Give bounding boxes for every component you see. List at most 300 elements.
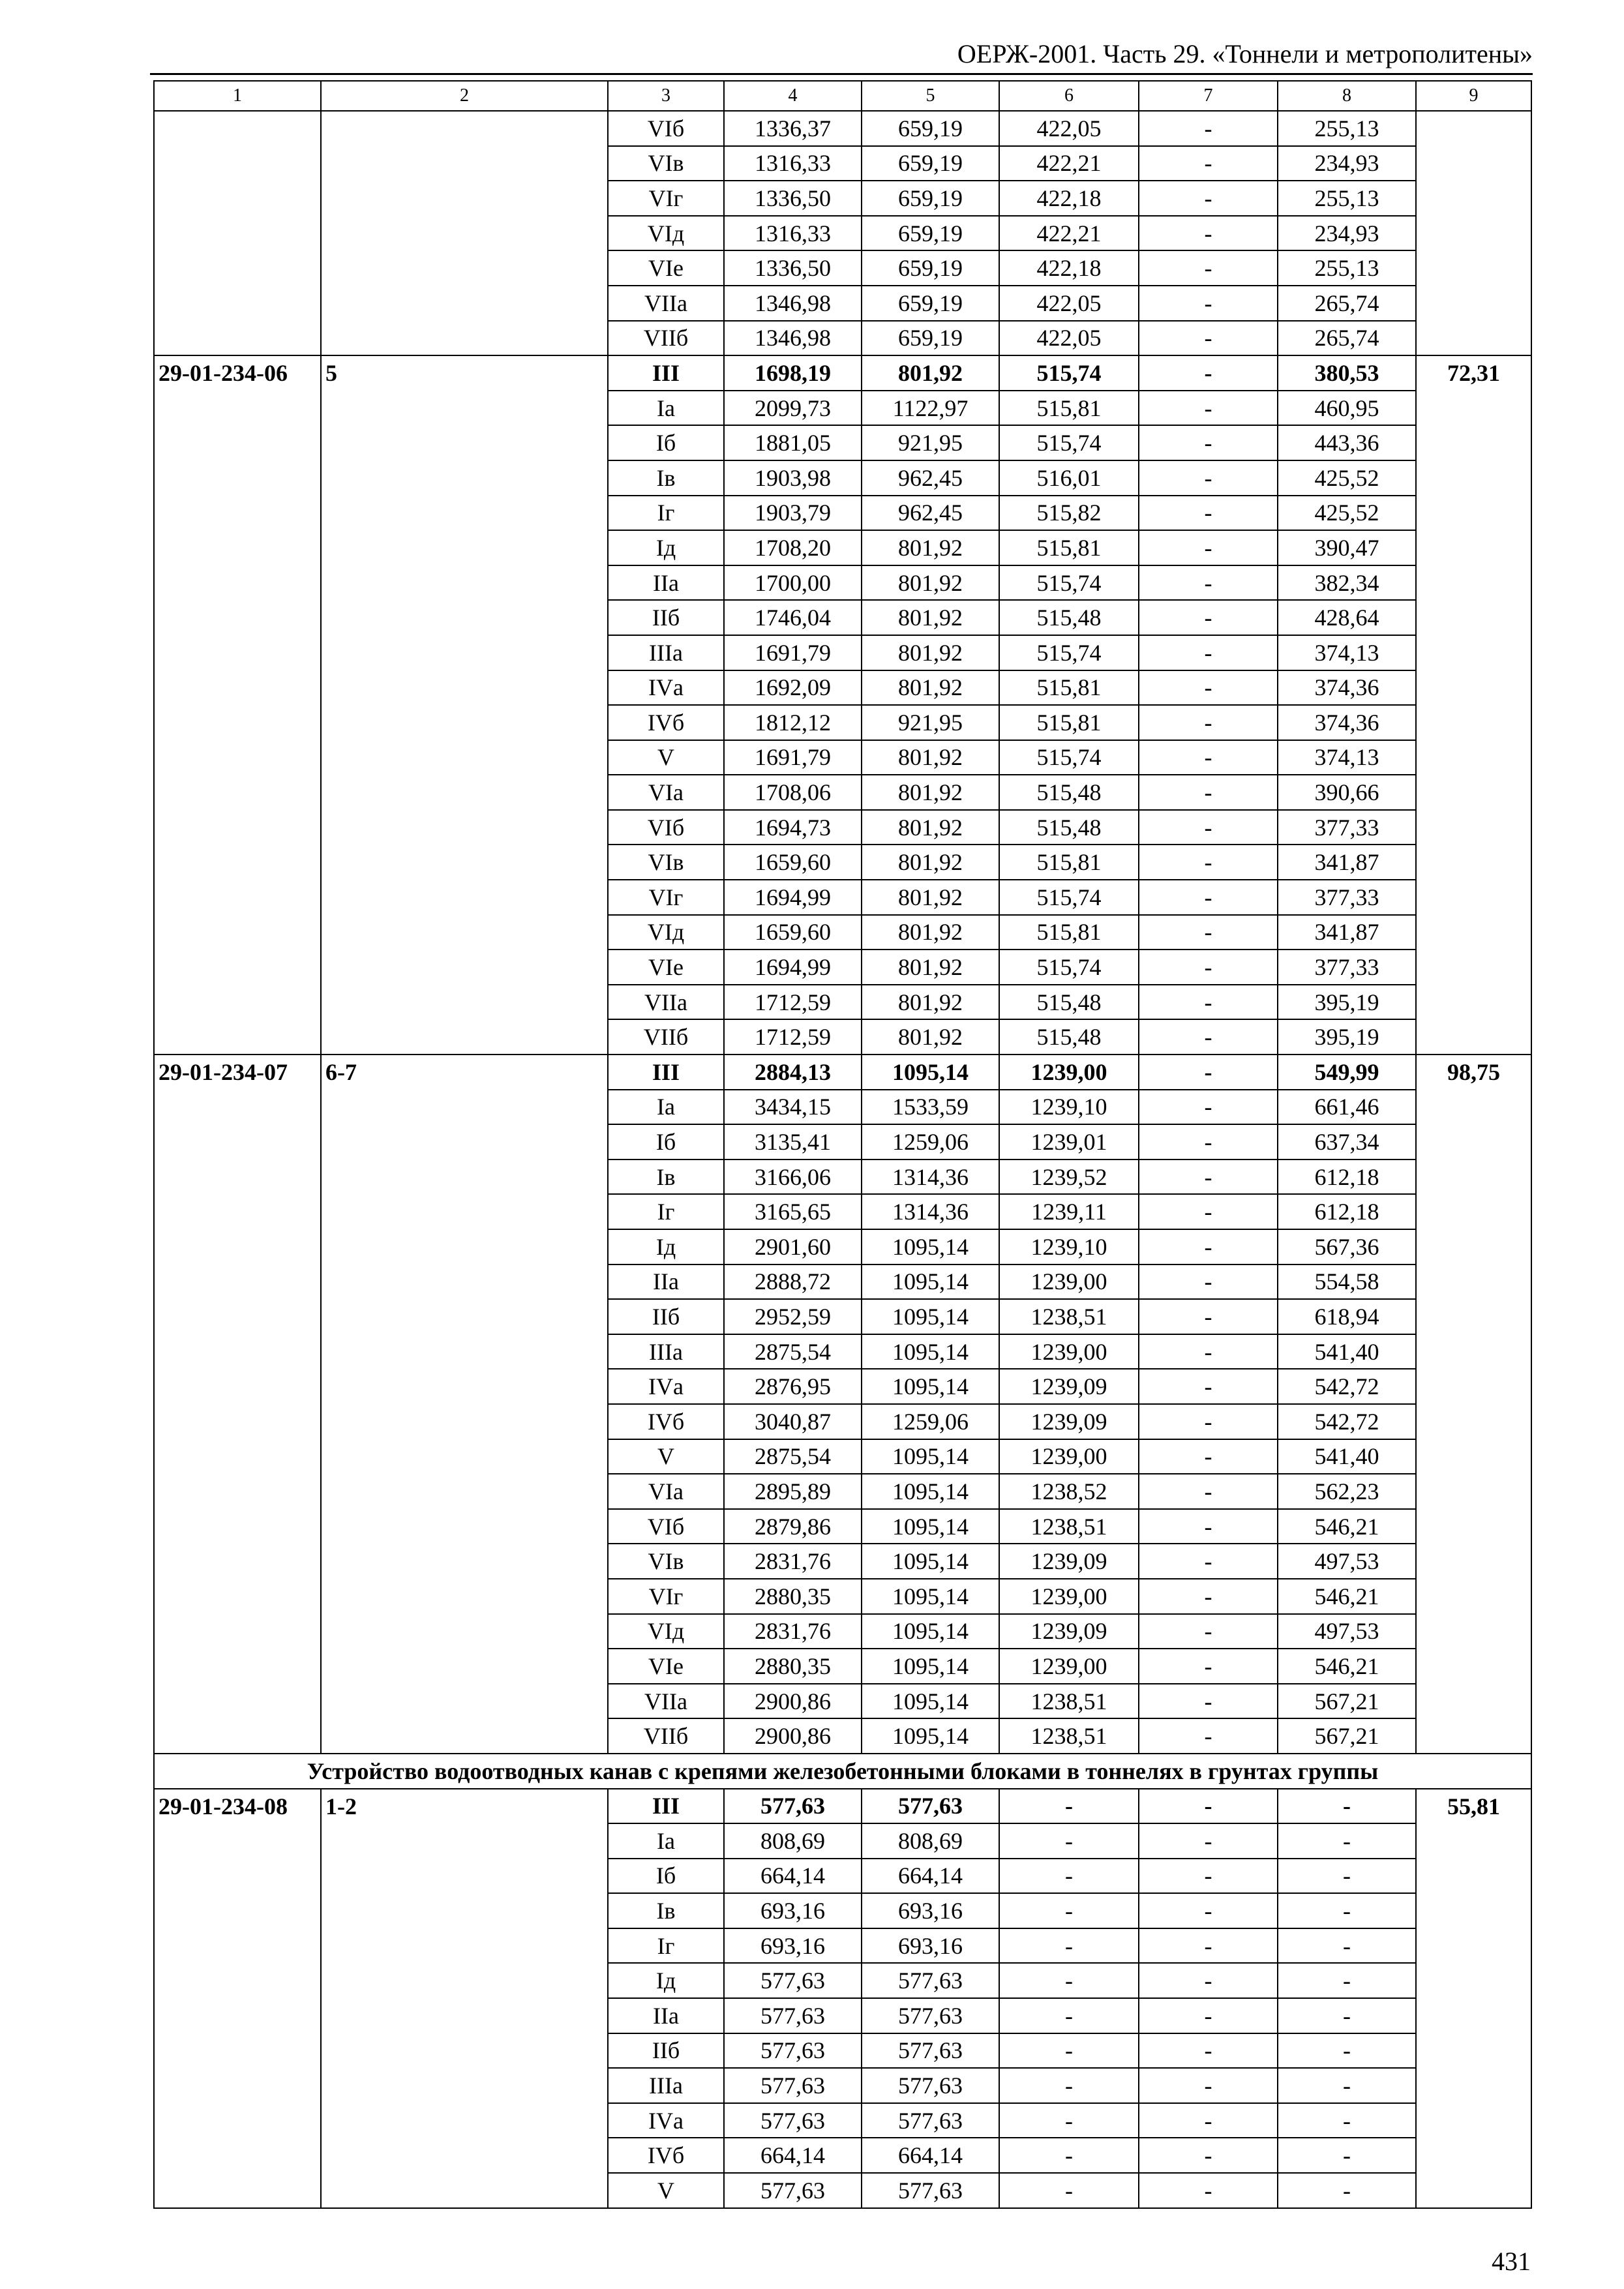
value-cell: 395,19 [1278, 985, 1416, 1020]
value-cell: 567,36 [1278, 1229, 1416, 1264]
value-cell: 808,69 [724, 1823, 862, 1859]
group-cell: VIб [608, 1509, 724, 1544]
value-cell: 577,63 [724, 1998, 862, 2033]
value-cell: 1708,20 [724, 530, 862, 565]
value-cell: 1095,14 [862, 1544, 999, 1579]
value-cell: - [1139, 1124, 1278, 1159]
value-cell: 2875,54 [724, 1439, 862, 1474]
value-cell: - [1139, 1684, 1278, 1719]
value-cell: 693,16 [862, 1928, 999, 1964]
value-cell: 693,16 [862, 1893, 999, 1928]
group-cell: III [608, 1055, 724, 1090]
group-cell: III [608, 355, 724, 391]
value-cell: 234,93 [1278, 146, 1416, 181]
value-cell: 1239,09 [999, 1614, 1139, 1649]
value-cell: - [1278, 2138, 1416, 2173]
value-cell: 1095,14 [862, 1649, 999, 1684]
value-cell: 1694,99 [724, 880, 862, 915]
value-cell: 515,81 [999, 915, 1139, 950]
value-cell: 422,21 [999, 146, 1139, 181]
value-cell: 1095,14 [862, 1055, 999, 1090]
group-cell: IIIа [608, 1334, 724, 1369]
header-rule [150, 73, 1533, 75]
value-cell: 1314,36 [862, 1194, 999, 1229]
group-cell: VIг [608, 181, 724, 216]
value-cell: 2952,59 [724, 1299, 862, 1334]
group-cell: IVа [608, 670, 724, 706]
value-cell: 1095,14 [862, 1509, 999, 1544]
group-cell: IVб [608, 1404, 724, 1439]
value-cell: - [1139, 1055, 1278, 1090]
soil-group [321, 111, 608, 355]
group-cell: VIд [608, 915, 724, 950]
column-number-row [154, 81, 1531, 111]
column-number-cell: 1 [154, 81, 321, 111]
value-cell: - [1139, 1404, 1278, 1439]
group-cell: VIIб [608, 1718, 724, 1754]
table-row [154, 1055, 1531, 1090]
value-cell: 801,92 [862, 565, 999, 601]
value-cell: 2895,89 [724, 1474, 862, 1509]
group-cell: VIе [608, 950, 724, 985]
value-cell: - [1139, 1963, 1278, 1998]
value-cell: - [1139, 1194, 1278, 1229]
value-cell: 374,36 [1278, 670, 1416, 706]
group-cell: Iв [608, 1893, 724, 1928]
value-cell: - [1139, 425, 1278, 460]
value-cell: - [1139, 216, 1278, 251]
value-cell: 2831,76 [724, 1544, 862, 1579]
value-cell: - [1139, 600, 1278, 635]
value-cell: - [1139, 880, 1278, 915]
value-cell: - [1139, 1998, 1278, 2033]
value-cell: 377,33 [1278, 950, 1416, 985]
value-cell: 1239,00 [999, 1264, 1139, 1300]
value-cell: 577,63 [862, 2103, 999, 2138]
value-cell: 801,92 [862, 670, 999, 706]
value-cell: 577,63 [724, 2103, 862, 2138]
value-cell: - [1278, 1859, 1416, 1894]
value-cell: - [1139, 845, 1278, 880]
value-cell: 659,19 [862, 321, 999, 356]
value-cell: 612,18 [1278, 1194, 1416, 1229]
value-cell: - [1139, 1649, 1278, 1684]
value-cell: - [1139, 635, 1278, 670]
group-cell: VIа [608, 775, 724, 810]
value-cell: 265,74 [1278, 321, 1416, 356]
value-cell: 1259,06 [862, 1404, 999, 1439]
column-number-cell: 2 [321, 81, 608, 111]
value-cell: 618,94 [1278, 1299, 1416, 1334]
value-cell: 422,21 [999, 216, 1139, 251]
value-cell: 546,21 [1278, 1579, 1416, 1614]
group-cell: Iб [608, 425, 724, 460]
value-cell: - [1139, 111, 1278, 146]
column-number-cell: 5 [862, 81, 999, 111]
value-cell: 374,13 [1278, 635, 1416, 670]
value-cell: 801,92 [862, 355, 999, 391]
value-cell: 549,99 [1278, 1055, 1416, 1090]
group-cell: Iд [608, 1963, 724, 1998]
group-cell: V [608, 740, 724, 775]
value-cell: 425,52 [1278, 496, 1416, 531]
page-number: 431 [1492, 2247, 1531, 2276]
value-cell: - [1139, 1299, 1278, 1334]
value-cell: 382,34 [1278, 565, 1416, 601]
column-number-cell: 3 [608, 81, 724, 111]
value-cell: 497,53 [1278, 1614, 1416, 1649]
group-cell: IVб [608, 2138, 724, 2173]
value-cell: 2900,86 [724, 1684, 862, 1719]
value-cell: 1316,33 [724, 216, 862, 251]
value-cell: 255,13 [1278, 250, 1416, 286]
value-cell: 1259,06 [862, 1124, 999, 1159]
value-cell: 515,74 [999, 635, 1139, 670]
value-cell: 1095,14 [862, 1718, 999, 1754]
group-cell: Iа [608, 1090, 724, 1125]
group-cell: IIб [608, 600, 724, 635]
value-cell: 808,69 [862, 1823, 999, 1859]
value-cell: 3434,15 [724, 1090, 862, 1125]
section-row [154, 1754, 1531, 1789]
value-cell: 374,36 [1278, 705, 1416, 740]
value-cell: 515,81 [999, 530, 1139, 565]
value-cell: 1903,79 [724, 496, 862, 531]
value-cell: 577,63 [862, 1963, 999, 1998]
value-cell: 515,74 [999, 740, 1139, 775]
value-cell: - [1139, 1789, 1278, 1824]
value-cell: 425,52 [1278, 460, 1416, 496]
value-cell: 1694,73 [724, 810, 862, 845]
value-cell: 1708,06 [724, 775, 862, 810]
value-cell: - [1278, 1963, 1416, 1998]
value-cell: 577,63 [724, 1789, 862, 1824]
value-cell: 1316,33 [724, 146, 862, 181]
value-cell: 2099,73 [724, 391, 862, 426]
value-cell: 515,81 [999, 845, 1139, 880]
value-cell: 255,13 [1278, 181, 1416, 216]
value-cell: - [1139, 775, 1278, 810]
value-cell: 659,19 [862, 216, 999, 251]
value-cell: 577,63 [862, 2173, 999, 2208]
value-cell: - [1139, 705, 1278, 740]
group-cell: Iв [608, 460, 724, 496]
value-cell: 265,74 [1278, 286, 1416, 321]
value-cell: - [1139, 286, 1278, 321]
group-cell: V [608, 2173, 724, 2208]
value-cell: 921,95 [862, 705, 999, 740]
value-cell: 2901,60 [724, 1229, 862, 1264]
value-cell: 341,87 [1278, 915, 1416, 950]
group-cell: VIв [608, 1544, 724, 1579]
group-cell: Iд [608, 1229, 724, 1264]
value-cell: 2880,35 [724, 1579, 862, 1614]
value-cell: 422,18 [999, 181, 1139, 216]
group-cell: VIв [608, 146, 724, 181]
value-cell: 577,63 [724, 1963, 862, 1998]
value-cell: - [999, 1789, 1139, 1824]
value-cell: 515,48 [999, 810, 1139, 845]
value-cell: - [1139, 1369, 1278, 1404]
page-header: ОЕРЖ-2001. Часть 29. «Тоннели и метрополитены» [957, 39, 1533, 68]
value-cell: 1712,59 [724, 985, 862, 1020]
value-cell: 2884,13 [724, 1055, 862, 1090]
group-cell: Iб [608, 1124, 724, 1159]
value-cell: - [999, 1998, 1139, 2033]
value-cell: 1691,79 [724, 740, 862, 775]
group-cell: Iг [608, 496, 724, 531]
value-cell: 577,63 [862, 2033, 999, 2069]
value-cell: 801,92 [862, 915, 999, 950]
value-cell: - [1139, 2033, 1278, 2069]
value-cell: 497,53 [1278, 1544, 1416, 1579]
value-cell: 380,53 [1278, 355, 1416, 391]
value-cell: 1239,09 [999, 1404, 1139, 1439]
group-cell: VIд [608, 1614, 724, 1649]
value-cell: - [999, 1893, 1139, 1928]
value-cell: - [1278, 2033, 1416, 2069]
value-cell: - [1139, 496, 1278, 531]
group-cell: IVа [608, 2103, 724, 2138]
value-cell: 1812,12 [724, 705, 862, 740]
value-cell: 612,18 [1278, 1159, 1416, 1195]
value-cell: - [1139, 670, 1278, 706]
value-cell: - [1278, 1893, 1416, 1928]
group-cell: VIIб [608, 321, 724, 356]
value-cell: - [1139, 146, 1278, 181]
value-cell: - [1139, 565, 1278, 601]
value-cell: - [1139, 1509, 1278, 1544]
value-cell: - [1278, 1789, 1416, 1824]
value-cell: 1336,50 [724, 181, 862, 216]
value-cell: 1239,00 [999, 1334, 1139, 1369]
group-cell: VIб [608, 111, 724, 146]
value-cell: 661,46 [1278, 1090, 1416, 1125]
value-cell: 2880,35 [724, 1649, 862, 1684]
value-cell: 962,45 [862, 496, 999, 531]
value-cell: 1239,10 [999, 1090, 1139, 1125]
value-cell: 422,05 [999, 111, 1139, 146]
group-cell: VIг [608, 1579, 724, 1614]
value-cell: 422,05 [999, 321, 1139, 356]
value-cell: 1095,14 [862, 1264, 999, 1300]
value-cell: - [999, 2103, 1139, 2138]
value-cell: 1095,14 [862, 1614, 999, 1649]
value-cell: - [1139, 915, 1278, 950]
group-cell: VIIа [608, 1684, 724, 1719]
value-cell: 516,01 [999, 460, 1139, 496]
value-cell: 3135,41 [724, 1124, 862, 1159]
value-cell: 1239,52 [999, 1159, 1139, 1195]
value-cell: 515,74 [999, 565, 1139, 601]
rate-code: 29-01-234-08 [154, 1789, 321, 2208]
value-cell: - [1278, 1998, 1416, 2033]
value-cell: - [1139, 391, 1278, 426]
group-cell: IVб [608, 705, 724, 740]
value-cell: - [999, 2033, 1139, 2069]
group-cell: Iд [608, 530, 724, 565]
value-cell: 1746,04 [724, 600, 862, 635]
value-cell: 422,18 [999, 250, 1139, 286]
group-cell: VIв [608, 845, 724, 880]
value-cell: - [1139, 250, 1278, 286]
total-cell: 55,81 [1416, 1789, 1531, 2208]
value-cell: 801,92 [862, 635, 999, 670]
group-cell: V [608, 1439, 724, 1474]
value-cell: 1239,09 [999, 1369, 1139, 1404]
value-cell: 390,66 [1278, 775, 1416, 810]
value-cell: 801,92 [862, 740, 999, 775]
value-cell: - [999, 2138, 1139, 2173]
group-cell: IIа [608, 565, 724, 601]
value-cell: - [999, 1963, 1139, 1998]
column-number-cell: 9 [1416, 81, 1531, 111]
value-cell: - [1139, 950, 1278, 985]
value-cell: 577,63 [862, 1789, 999, 1824]
value-cell: 921,95 [862, 425, 999, 460]
value-cell: 1712,59 [724, 1019, 862, 1055]
value-cell: 1095,14 [862, 1299, 999, 1334]
value-cell: 515,74 [999, 880, 1139, 915]
value-cell: - [1139, 740, 1278, 775]
value-cell: 1238,51 [999, 1684, 1139, 1719]
group-cell: III [608, 1789, 724, 1824]
value-cell: 801,92 [862, 985, 999, 1020]
group-cell: VIе [608, 250, 724, 286]
value-cell: 664,14 [724, 1859, 862, 1894]
value-cell: 1700,00 [724, 565, 862, 601]
soil-group: 1-2 [321, 1789, 608, 2208]
value-cell: - [1139, 1614, 1278, 1649]
value-cell: 515,48 [999, 775, 1139, 810]
value-cell: 341,87 [1278, 845, 1416, 880]
value-cell: 2831,76 [724, 1614, 862, 1649]
column-number-cell: 8 [1278, 81, 1416, 111]
value-cell: 3166,06 [724, 1159, 862, 1195]
value-cell: 1903,98 [724, 460, 862, 496]
value-cell: 1239,00 [999, 1439, 1139, 1474]
value-cell: 801,92 [862, 810, 999, 845]
value-cell: 554,58 [1278, 1264, 1416, 1300]
rate-code: 29-01-234-06 [154, 355, 321, 1055]
column-number-cell: 4 [724, 81, 862, 111]
value-cell: 1881,05 [724, 425, 862, 460]
value-cell: 515,81 [999, 391, 1139, 426]
value-cell: - [1139, 985, 1278, 1020]
value-cell: - [1139, 1264, 1278, 1300]
value-cell: - [1139, 530, 1278, 565]
group-cell: IIIа [608, 635, 724, 670]
value-cell: 1095,14 [862, 1369, 999, 1404]
value-cell: 3165,65 [724, 1194, 862, 1229]
value-cell: 1239,09 [999, 1544, 1139, 1579]
value-cell: 428,64 [1278, 600, 1416, 635]
value-cell: - [999, 1859, 1139, 1894]
value-cell: 515,74 [999, 425, 1139, 460]
value-cell: 577,63 [724, 2033, 862, 2069]
value-cell: - [1139, 321, 1278, 356]
value-cell: - [999, 2173, 1139, 2208]
value-cell: - [1139, 1544, 1278, 1579]
value-cell: 541,40 [1278, 1334, 1416, 1369]
total-cell: 98,75 [1416, 1055, 1531, 1754]
value-cell: 1239,00 [999, 1649, 1139, 1684]
value-cell: 1533,59 [862, 1090, 999, 1125]
value-cell: 577,63 [724, 2173, 862, 2208]
value-cell: 664,14 [724, 2138, 862, 2173]
value-cell: 1095,14 [862, 1684, 999, 1719]
value-cell: - [1278, 2103, 1416, 2138]
group-cell: VIд [608, 216, 724, 251]
value-cell: 1239,01 [999, 1124, 1139, 1159]
value-cell: - [1139, 2173, 1278, 2208]
value-cell: 1239,00 [999, 1579, 1139, 1614]
value-cell: 801,92 [862, 880, 999, 915]
value-cell: 1659,60 [724, 915, 862, 950]
group-cell: VIг [608, 880, 724, 915]
rates-table [153, 80, 1532, 2209]
value-cell: 801,92 [862, 1019, 999, 1055]
group-cell: Iв [608, 1159, 724, 1195]
value-cell: - [1139, 460, 1278, 496]
soil-group: 6-7 [321, 1055, 608, 1754]
value-cell: 515,48 [999, 985, 1139, 1020]
value-cell: 801,92 [862, 600, 999, 635]
rate-code [154, 111, 321, 355]
value-cell: - [1139, 810, 1278, 845]
value-cell: 443,36 [1278, 425, 1416, 460]
group-cell: VIIа [608, 985, 724, 1020]
group-cell: VIIа [608, 286, 724, 321]
total-cell: 72,31 [1416, 355, 1531, 1055]
value-cell: 801,92 [862, 845, 999, 880]
group-cell: Iг [608, 1928, 724, 1964]
value-cell: 2900,86 [724, 1718, 862, 1754]
rate-code: 29-01-234-07 [154, 1055, 321, 1754]
value-cell: 515,82 [999, 496, 1139, 531]
soil-group: 5 [321, 355, 608, 1055]
value-cell: 1314,36 [862, 1159, 999, 1195]
value-cell: 546,21 [1278, 1509, 1416, 1544]
group-cell: Iг [608, 1194, 724, 1229]
value-cell: - [999, 2068, 1139, 2103]
group-cell: Iа [608, 1823, 724, 1859]
value-cell: 801,92 [862, 530, 999, 565]
total-cell [1416, 111, 1531, 355]
value-cell: - [1278, 1928, 1416, 1964]
value-cell: 2875,54 [724, 1334, 862, 1369]
value-cell: 1659,60 [724, 845, 862, 880]
value-cell: 395,19 [1278, 1019, 1416, 1055]
value-cell: 542,72 [1278, 1369, 1416, 1404]
value-cell: - [1139, 1928, 1278, 1964]
table-row [154, 111, 1531, 146]
value-cell: 1238,51 [999, 1509, 1139, 1544]
value-cell: 390,47 [1278, 530, 1416, 565]
value-cell: 255,13 [1278, 111, 1416, 146]
value-cell: 577,63 [862, 2068, 999, 2103]
group-cell: VIе [608, 1649, 724, 1684]
value-cell: - [1139, 1823, 1278, 1859]
value-cell: - [999, 1928, 1139, 1964]
group-cell: IIа [608, 1998, 724, 2033]
table-row [154, 355, 1531, 391]
table-body [154, 81, 1531, 2208]
value-cell: - [1139, 2138, 1278, 2173]
value-cell: 1694,99 [724, 950, 862, 985]
value-cell: - [1139, 1229, 1278, 1264]
group-cell: VIIб [608, 1019, 724, 1055]
